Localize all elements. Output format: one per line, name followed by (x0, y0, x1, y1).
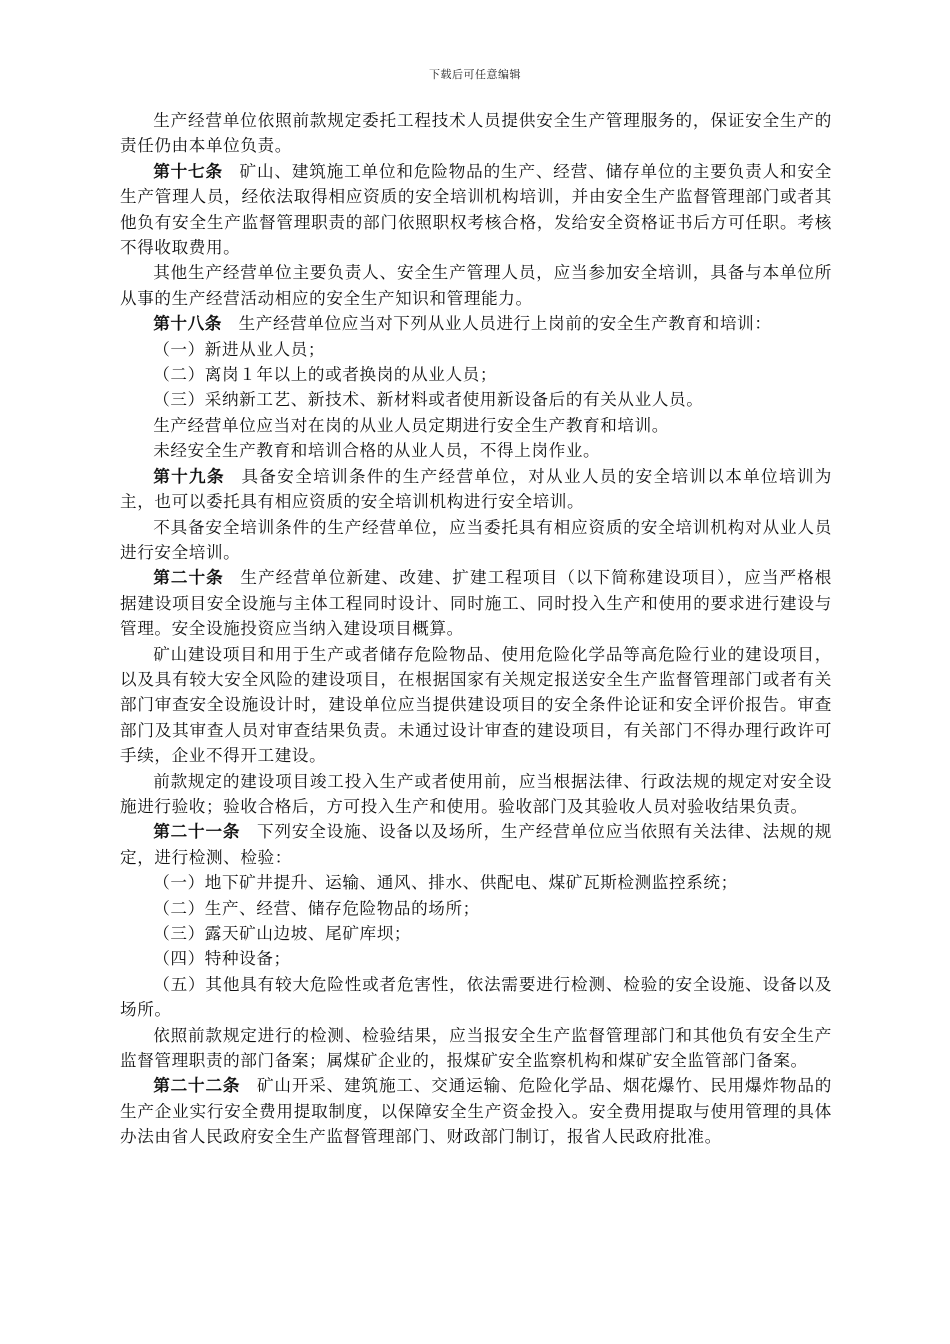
list-item (120, 870, 832, 895)
article-paragraph (120, 464, 832, 515)
document-body (120, 108, 832, 1150)
paragraph (120, 769, 832, 820)
paragraph (120, 260, 832, 311)
article-number: 第十八条 (153, 313, 222, 334)
paragraph-text: （二）生产、经营、储存危险物品的场所； (153, 898, 480, 918)
list-item (120, 387, 832, 412)
paragraph (120, 1023, 832, 1074)
article-number: 第二十条 (153, 567, 224, 588)
article-number: 第十九条 (153, 465, 225, 486)
paragraph-text: 矿山建设项目和用于生产或者储存危险物品、使用危险化学品等高危险行业的建设项目，以及具有较大安全风险的建设项目，在根据国家有关规定报送安全生产监督管理部门或者有关部门审查安全设施设计时，建设单位应当提供建设项目的安全条件论证和安全评价报告。审查部门及其审查人员对审查结果负责。未通过设计审查的建设项目，有关部门不得办理行政许可手续，企业不得开工建设。 (120, 644, 832, 766)
paragraph-text: 具备安全培训条件的生产经营单位，对从业人员的安全培训以本单位培训为主，也可以委托具有相应资质的安全培训机构进行安全培训。 (120, 466, 832, 512)
page-header: 下载后可任意编辑 (429, 68, 521, 81)
article-number: 第二十二条 (153, 1075, 241, 1096)
paragraph-text: 不具备安全培训条件的生产经营单位，应当委托具有相应资质的安全培训机构对从业人员进行安全培训。 (120, 517, 832, 562)
paragraph-text: 生产经营单位依照前款规定委托工程技术人员提供安全生产管理服务的，保证安全生产的责任仍由本单位负责。 (120, 111, 832, 156)
paragraph-text: 生产经营单位应当对下列从业人员进行上岗前的安全生产教育和培训： (238, 314, 772, 334)
paragraph-text: 矿山、建筑施工单位和危险物品的生产、经营、储存单位的主要负责人和安全生产管理人员，经依法取得相应资质的安全培训机构培训，并由安全生产监督管理部门或者其他负有安全生产监督管理职责的部门依照职权考核合格，发给安全资格证书后方可任职。考核不得收取费用。 (120, 161, 832, 258)
paragraph-text: （四）特种设备； (153, 949, 291, 969)
paragraph (120, 642, 832, 769)
list-item (120, 946, 832, 971)
paragraph (120, 108, 832, 159)
paragraph-text: 下列安全设施、设备以及场所，生产经营单位应当依照有关法律、法规的规定，进行检测、检验： (120, 822, 832, 867)
paragraph-text: 依照前款规定进行的检测、检验结果，应当报安全生产监督管理部门和其他负有安全生产监督管理职责的部门备案；属煤矿企业的，报煤矿安全监察机构和煤矿安全监管部门备案。 (120, 1025, 832, 1071)
paragraph-text: 前款规定的建设项目竣工投入生产或者使用前，应当根据法律、行政法规的规定对安全设施进行验收；验收合格后，方可投入生产和使用。验收部门及其验收人员对验收结果负责。 (120, 771, 832, 816)
list-item (120, 362, 832, 387)
paragraph-text: （二）离岗１年以上的或者换岗的从业人员； (153, 365, 498, 385)
paragraph (120, 413, 832, 438)
article-number: 第十七条 (153, 160, 223, 181)
article-paragraph (120, 159, 832, 261)
article-paragraph (120, 1073, 832, 1149)
paragraph-text: 其他生产经营单位主要负责人、安全生产管理人员，应当参加安全培训，具备与本单位所从事的生产经营活动相应的安全生产知识和管理能力。 (120, 263, 832, 308)
list-item (120, 921, 832, 946)
paragraph-text: （五）其他具有较大危险性或者危害性，依法需要进行检测、检验的安全设施、设备以及场所。 (120, 974, 832, 1020)
paragraph-text: 未经安全生产教育和培训合格的从业人员，不得上岗作业。 (153, 441, 601, 461)
list-item (120, 972, 832, 1023)
article-number: 第二十一条 (153, 821, 241, 842)
paragraph-text: （一）地下矿井提升、运输、通风、排水、供配电、煤矿瓦斯检测监控系统； (153, 873, 738, 893)
paragraph-text: 矿山开采、建筑施工、交通运输、危险化学品、烟花爆竹、民用爆炸物品的生产企业实行安全费用提取制度，以保障安全生产资金投入。安全费用提取与使用管理的具体办法由省人民政府安全生产监督管理部门、财政部门制订，报省人民政府批准。 (120, 1076, 832, 1147)
paragraph-text: （三）露天矿山边坡、尾矿库坝； (153, 924, 412, 943)
paragraph-text: 生产经营单位应当对在岗的从业人员定期进行安全生产教育和培训。 (153, 415, 669, 435)
list-item (120, 896, 832, 921)
paragraph-text: （三）采纳新工艺、新技术、新材料或者使用新设备后的有关从业人员。 (153, 390, 704, 410)
paragraph (120, 515, 832, 566)
article-paragraph (120, 311, 832, 336)
list-item (120, 337, 832, 362)
paragraph (120, 438, 832, 463)
article-paragraph (120, 565, 832, 641)
article-paragraph (120, 819, 832, 870)
paragraph-text: （一）新进从业人员； (153, 339, 326, 359)
paragraph-text: 生产经营单位新建、改建、扩建工程项目（以下简称建设项目），应当严格根据建设项目安全设施与主体工程同时设计、同时施工、同时投入生产和使用的要求进行建设与管理。安全设施投资应当纳入建设项目概算。 (120, 568, 832, 639)
